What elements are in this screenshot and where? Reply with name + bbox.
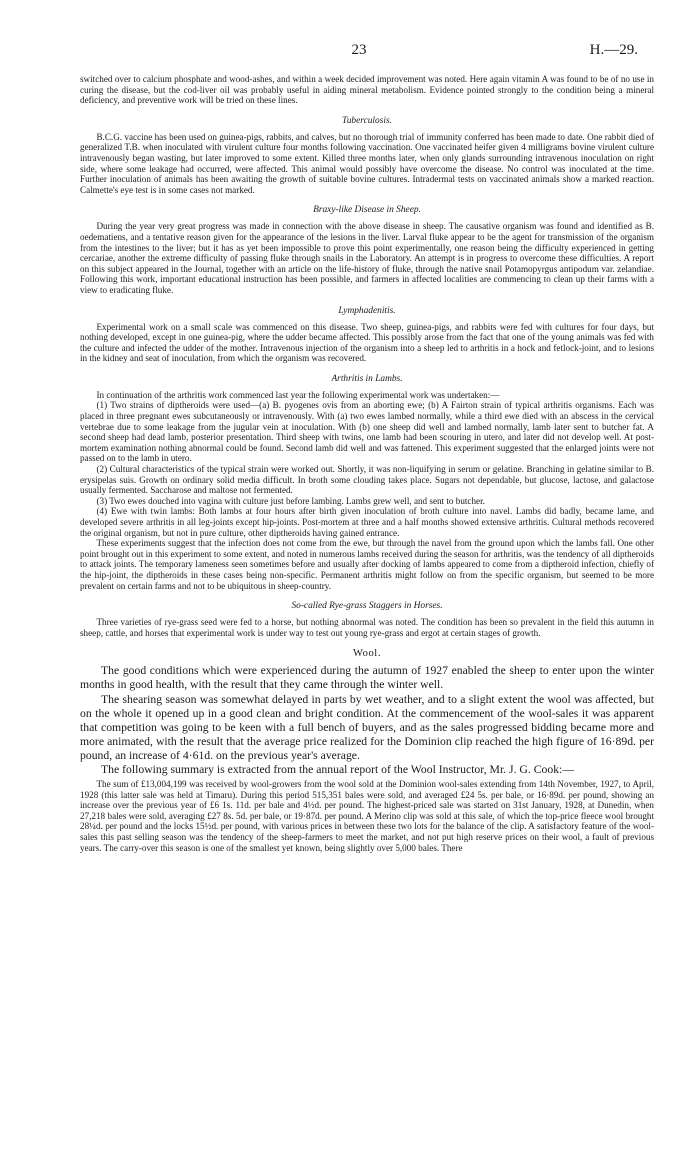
page-body <box>80 74 654 853</box>
section-heading-lymphadenitis: Lymphadenitis. <box>338 305 396 316</box>
document-reference: H.—29. <box>589 42 638 58</box>
arthritis-paragraph-3: (2) Cultural characteristics of the typical strain were worked out. Shortly, it was non-liquifying in serum or gelatine. Branching in gelatine similar to B. erysipelas suis. Growth on ordinary solid media difficult. In broth some clouding takes place. Sugars not dependable, but glucose, lactose, and galactose usually fermented. Saccharose and maltose not fermented. <box>80 464 654 496</box>
intro-paragraph: switched over to calcium phosphate and wood-ashes, and within a week decided improvement was noted. Here again vitamin A was found to be of no use in curing the disease, but the cod-liver oil was probably useful in aiding mineral metabolism. Evidence pointed strongly to the condition being a mineral deficiency, and preventive work will be tried on these lines. <box>80 74 654 106</box>
arthritis-paragraph-4: (3) Two ewes douched into vagina with culture just before lambing. Lambs grew well, and sent to butcher. <box>96 495 485 506</box>
arthritis-paragraph-1: In continuation of the arthritis work commenced last year the following experimental work was undertaken:— <box>96 389 500 400</box>
arthritis-paragraph-6: These experiments suggest that the infection does not come from the ewe, but through the navel from the ground upon which the lambs fall. One other point brought out in this experiment to some extent, and noted in numerous lambs received during the season for arthritis, was the tendency of all diptheroids to attack joints. The temporary lameness seen sometimes before and usually after docking of lambs appeared to come from a diptheroid infection, chiefly of the hip-joint, the diptheroids in these cases being non-specific. Permanent arthritis might follow on from the specific organism, but seemed to be more prevalent on certain farms and not to be ubiquitous in sheep-country. <box>80 538 654 591</box>
section-heading-tuberculosis: Tuberculosis. <box>342 115 392 126</box>
wool-paragraph-3: The following summary is extracted from the annual report of the Wool Instructor, Mr. J. G. Cook:— <box>101 763 574 776</box>
lymphadenitis-paragraph: Experimental work on a small scale was commenced on this disease. Two sheep, guinea-pigs, and rabbits were fed with cultures for four days, but nothing developed, except in one guinea-pig, where the udder became affected. This possibly arose from the fact that one of the young animals was fed with the culture and infected the udder of the mother. Intravenous injection of the organism into a sheep led to arthritis in a hock and fetlock-joint, and to lesions in the kidney and seat of inoculation, from which the organism was recovered. <box>80 321 654 364</box>
page-number: 23 <box>351 42 367 58</box>
section-heading-arthritis: Arthritis in Lambs. <box>331 373 403 384</box>
section-heading-ryegrass: So-called Rye-grass Staggers in Horses. <box>291 601 443 612</box>
tuberculosis-paragraph: B.C.G. vaccine has been used on guinea-pigs, rabbits, and calves, but no thorough trial of immunity conferred has been made to date. One rabbit died of generalized T.B. when inoculated with virulent culture four months following vaccination. One vaccinated heifer given 4 milligrams bovine virulent culture intravenously began wasting, but later improved to some extent. Killed three months later, when only glands surrounding intravenous inoculation on right side, where some leakage had occurred, were affected. This animal would possibly have overcome the disease. No control was inoculated at the time. Further inoculation of animals has been awaiting the growth of suitable bovine cultures. Intradermal tests on vaccinated animals show a marked reaction. Calmette's eye test is in some cases not marked. <box>80 131 654 195</box>
braxy-paragraph: During the year very great progress was made in connection with the above disease in sheep. The causative organism was found and identified as B. oedematiens, and a tentative reason given for the appearance of the lesions in the liver. Larval fluke appear to be the agent for transmission of the organism from the intestines to the liver; but it has as yet been impossible to prove this point experimentally, one reason being the difficulty experienced in getting cercariae, another the extreme difficulty of passing fluke through snails in the Laboratory. An attempt is in progress to overcome these difficulties. A report on this subject appeared in the Journal, together with an article on the life-history of fluke, through the native snail Potamopyrgus antipodum var. zelandiae. Following this work, important educational instruction has been possible, and farmers in affected localities are commencing to clean up their farms with a view to eradicating fluke. <box>80 221 654 295</box>
wool-paragraph-4: The sum of £13,004,199 was received by wool-growers from the wool sold at the Dominion wool-sales extending from 14th November, 1927, to April, 1928 (this latter sale was held at Timaru). During this period 515,351 bales were sold, and averaged £24 5s. per bale, or 16·89d. per pound, showing an increase over the previous year of £6 1s. 11d. per bale and 4½d. per pound. The highest-priced sale was started on 31st January, 1928, at Dunedin, when 27,218 bales were sold, averaging £27 8s. 5d. per bale, or 19·87d. per pound. A Merino clip was sold at this sale, of which the top-price fleece wool brought 28¼d. per pound and the locks 15½d. per pound, with various prices in between these two lots for the balance of the clip. A satisfactory feature of the wool-sales this past selling season was the tendency of the sheep-farmers to meet the market, and not put high reserve prices on their wool, a fault of previous years. The carry-over this season is one of the smallest yet known, being slightly over 5,000 bales. There <box>80 779 654 853</box>
section-heading-wool: Wool. <box>352 648 382 660</box>
arthritis-paragraph-5: (4) Ewe with twin lambs: Both lambs at four hours after birth given inoculation of broth culture into navel. Lambs did badly, became lame, and developed severe arthritis in all leg-joints except hip-joints. Post-mortem at three and a half months showed extensive arthritis. Cultural methods recovered the original organism, but not in pure culture, other diptheroids having gained entrance. <box>80 506 654 538</box>
arthritis-paragraph-2: (1) Two strains of diptheroids were used—(a) B. pyogenes ovis from an aborting ewe; (b) A Fairton strain of typical arthritis organisms. Each was placed in three pregnant ewes subcutaneously or intravenously. With (a) two ewes lambed normally, while a third ewe died with an abscess in the cervical vertebrae due to some leakage from the jugular vein at inoculation. With (b) one sheep did well and lambed normally, lamb later sent to butcher fat. A second sheep had dead lamb, posterior presentation. Third sheep with twins, one lamb had been scouring in utero, and later did not develop well. At post-mortem examination nothing abnormal could be found. Second lamb did well and was fattened. This experiment suggested that the enlarged joints were not passed on to the lamb in utero. <box>80 400 654 464</box>
section-heading-braxy: Braxy-like Disease in Sheep. <box>313 205 421 216</box>
page-header <box>80 42 638 62</box>
ryegrass-paragraph: Three varieties of rye-grass seed were fed to a horse, but nothing abnormal was noted. The condition has been so prevalent in the field this autumn in sheep, cattle, and horses that experimental work is under way to test out young rye-grass and ergot at certain stages of growth. <box>80 617 654 638</box>
wool-paragraph-1: The good conditions which were experienced during the autumn of 1927 enabled the sheep to enter upon the winter months in good health, with the result that they came through the winter well. <box>80 664 654 692</box>
wool-paragraph-2: The shearing season was somewhat delayed in parts by wet weather, and to a slight extent the wool was affected, but on the whole it opened up in a good clean and bright condition. At the commencement of the wool-sales it was apparent that competition was going to be keen with a full bench of buyers, and as the sales progressed bidding became more and more animated, with the result that the average price realized for the Dominion clip reached the high figure of 16·89d. per pound, an increase of 4·61d. on the previous year's average. <box>80 692 654 762</box>
